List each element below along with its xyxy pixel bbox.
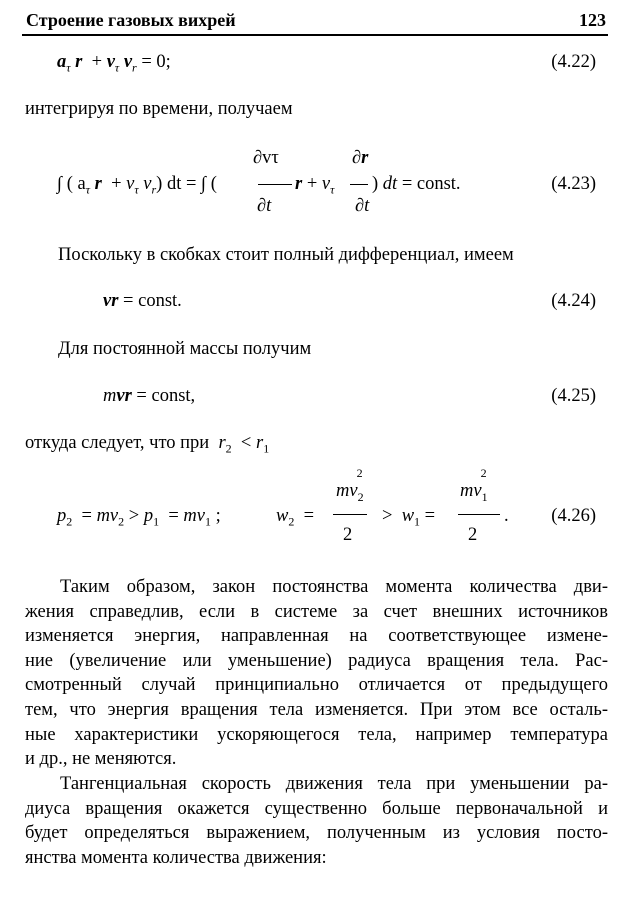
equation-number-4-25: (4.25) xyxy=(551,386,596,406)
running-header-title: Строение газовых вихрей xyxy=(26,10,236,30)
paragraph-line: будет определяться выражением, полученным из условия посто- xyxy=(25,823,608,844)
equation-4-24: vr = const. xyxy=(103,291,182,311)
equation-number-4-26: (4.26) xyxy=(551,506,596,526)
equation-number-4-23: (4.23) xyxy=(551,174,596,194)
text-whence: откуда следует, что при $r_2 < r_1$ xyxy=(25,433,270,456)
paragraph-line: Таким образом, закон постоянства момента количества дви- xyxy=(60,577,608,597)
paragraph-line: ные характеристики ускоряющегося тела, например температура xyxy=(25,724,608,745)
paragraph-line: тем, что энергия вращения тела изменяется. При этом все осталь- xyxy=(25,699,608,720)
paragraph-line: Тангенциальная скорость движения тела при уменьшении ра- xyxy=(60,774,608,794)
body-paragraph-1 xyxy=(25,575,608,772)
text-since: Поскольку в скобках стоит полный дифференциал, имеем xyxy=(58,245,514,265)
text-integrating: интегрируя по времени, получаем xyxy=(25,99,293,119)
equation-4-25: mvr = const, xyxy=(103,386,196,406)
header-rule xyxy=(22,34,608,36)
text-const-mass: Для постоянной массы получим xyxy=(58,339,312,359)
body-paragraph-2 xyxy=(25,772,608,870)
equation-number-4-22: (4.22) xyxy=(551,52,596,72)
paragraph-line: смотренный случай принципиально отличается от предыдущего xyxy=(25,675,608,696)
paragraph-line: жения справедлив, если в системе за счет внешних источников xyxy=(25,601,608,622)
equation-number-4-24: (4.24) xyxy=(551,291,596,311)
paragraph-line: янства момента количества движения: xyxy=(25,847,327,868)
paragraph-line: ние (увеличение или уменьшение) радиуса вращения тела. Рас- xyxy=(25,650,608,671)
paragraph-line: диуса вращения окажется существенно больше первоначальной и xyxy=(25,798,608,819)
equation-4-22: $a_\tau$ $r + v_\tau$ $v_r = 0$; xyxy=(57,52,171,75)
paragraph-line: и др., не меняются. xyxy=(25,749,177,770)
page-number: 123 xyxy=(579,10,606,30)
paragraph-line: изменяется энергия, направленная на соответствующее измене- xyxy=(25,626,608,647)
